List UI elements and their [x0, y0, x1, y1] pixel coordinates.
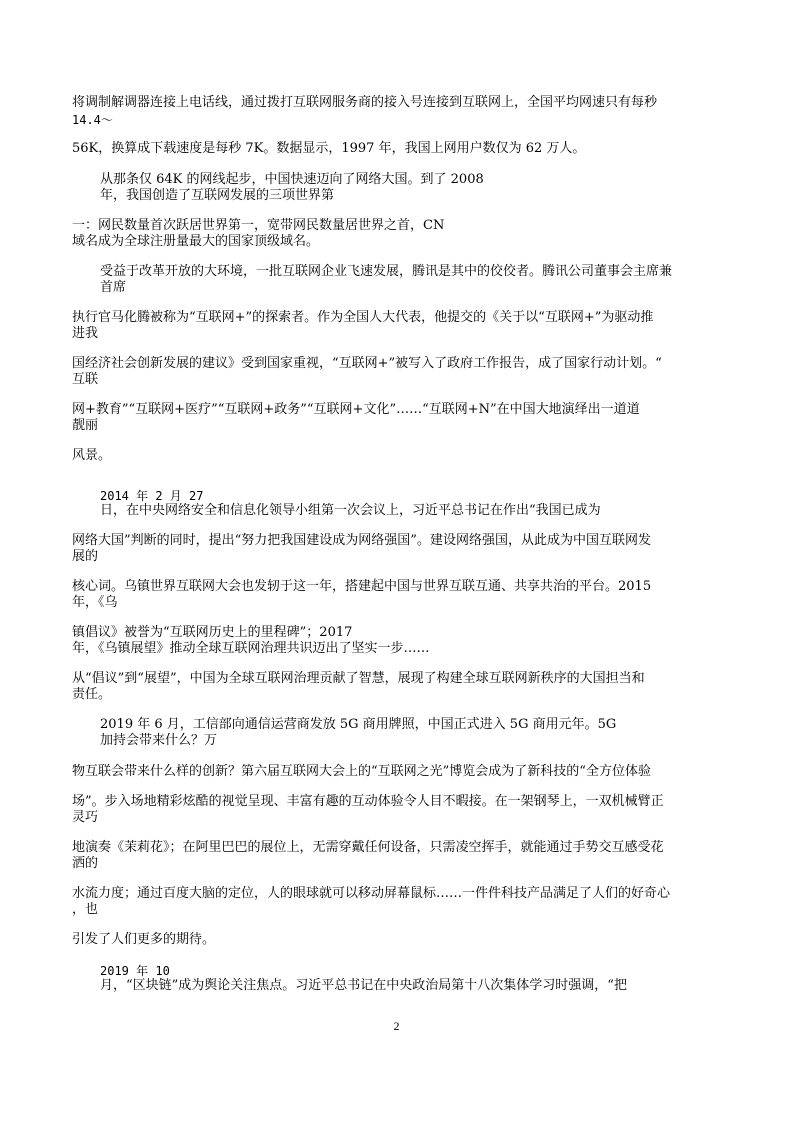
text-line: 灵巧	[72, 810, 99, 825]
text-line: 从那条仅 64K 的网线起步，中国快速迈向了网络大国。到了 2008	[100, 172, 484, 187]
text-line: 日，在中央网络安全和信息化领导小组第一次会议上，习近平总书记在作出“我国已成为	[100, 503, 601, 518]
text-line: 引发了人们更多的期待。	[72, 932, 216, 947]
page-number: 2	[393, 1019, 400, 1033]
text-line: 镇倡议》被誉为“互联网历史上的里程碑”；2017	[72, 625, 353, 640]
text-line: 年，我国创造了互联网发展的三项世界第	[100, 188, 335, 203]
text-line: 将调制解调器连接上电话线，通过拨打互联网服务商的接入号连接到互联网上，全国平均网速只有每秒	[72, 95, 658, 110]
text-line: 场”。步入场地精彩炫酷的视觉呈现、丰富有趣的互动体验令人目不暇接。在一架钢琴上，一双机械臂正	[72, 794, 664, 809]
text-line: 网络大国”判断的同时，提出“努力把我国建设成为网络强国”。建设网络强国，从此成为中国互联网发	[72, 533, 651, 548]
text-line: 责任。	[72, 687, 112, 702]
text-line: 域名成为全球注册量最大的国家顶级域名。	[72, 234, 320, 249]
text-line: 进我	[72, 326, 99, 341]
text-line: 网+教育”“互联网+医疗”“互联网+政务”“互联网+文化”……“互联网+N”在中国大地演绎出一道道	[72, 402, 640, 417]
text-line: 洒的	[72, 856, 99, 871]
text-line: 2019 年 10	[100, 964, 170, 978]
text-line: 展的	[72, 549, 99, 564]
text-line: 加持会带来什么？万	[100, 733, 218, 748]
text-line: 2019 年 6 月，工信部向通信运营商发放 5G 商用牌照，中国正式进入 5G 商用元年。5G	[100, 717, 617, 732]
text-line: 年，《乌镇展望》推动全球互联网治理共识迈出了坚实一步……	[72, 641, 430, 656]
text-line: 受益于改革开放的大环境，一批互联网企业飞速发展，腾讯是其中的佼佼者。腾讯公司董事会主席兼	[100, 264, 673, 279]
text-line: 风景。	[72, 448, 112, 463]
text-line: 2014 年 2 月 27	[100, 489, 204, 503]
text-line: 14.4～	[72, 113, 113, 127]
text-line: 从“倡议”到“展望”，中国为全球互联网治理贡献了智慧，展现了构建全球互联网新秩序的大国担当和	[72, 671, 645, 686]
text-line: 互联	[72, 372, 99, 387]
text-line: ，也	[72, 902, 99, 917]
text-line: 首席	[100, 280, 127, 295]
text-line: 核心词。乌镇世界互联网大会也发轫于这一年，搭建起中国与世界互联互通、共享共治的平台。2015	[72, 579, 652, 594]
text-line: 地演奏《茉莉花》；在阿里巴巴的展位上，无需穿戴任何设备，只需凌空挥手，就能通过手势交互感受花	[72, 840, 664, 855]
text-line: 执行官马化腾被称为“互联网+”的探索者。作为全国人大代表，他提交的《关于以“互联网+”为驱动推	[72, 310, 654, 325]
text-line: 水流力度；通过百度大脑的定位，人的眼球就可以移动屏幕鼠标……一件件科技产品满足了人们的好奇心	[72, 886, 671, 901]
text-line: 56K，换算成下载速度是每秒 7K。数据显示，1997 年，我国上网用户数仅为 62 万人。	[72, 141, 586, 156]
text-line: 月，“区块链”成为舆论关注焦点。习近平总书记在中央政治局第十八次集体学习时强调，“把	[100, 978, 627, 993]
text-line: 物互联会带来什么样的创新？第六届互联网大会上的“互联网之光”博览会成为了新科技的“全方位体验	[72, 764, 651, 779]
text-line: 国经济社会创新发展的建议》受到国家重视，“互联网+”被写入了政府工作报告，成了国家行动计划。“	[72, 356, 662, 371]
text-line: 一：网民数量首次跃居世界第一，宽带网民数量居世界之首，CN	[72, 218, 445, 233]
text-line: 靓丽	[72, 418, 99, 433]
text-line: 年，《乌	[72, 595, 118, 610]
